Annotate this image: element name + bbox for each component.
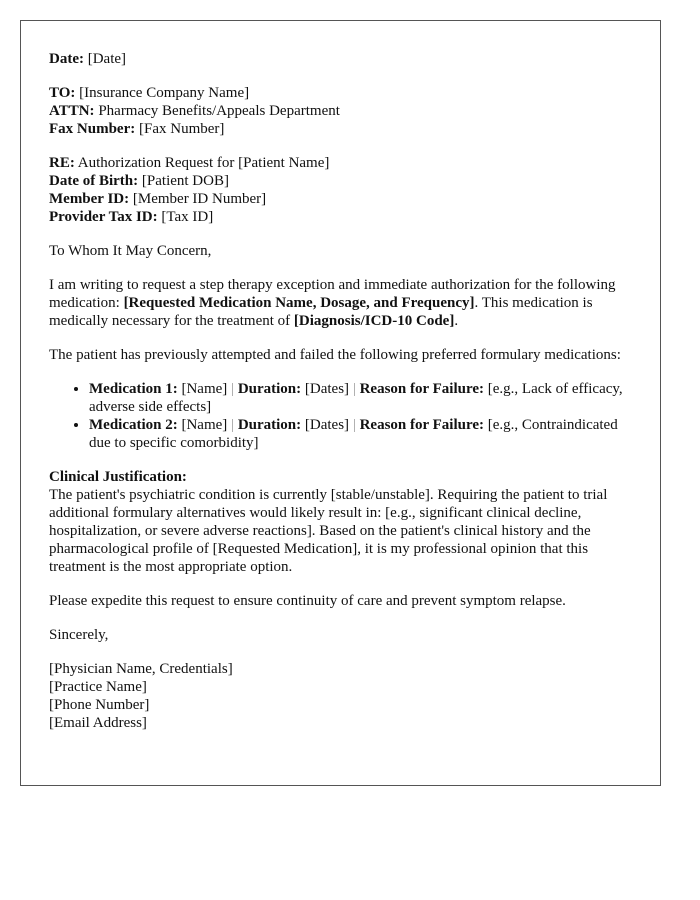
letter — [20, 20, 661, 786]
salutation: To Whom It May Concern, — [49, 243, 212, 259]
intro-paragraph: I am writing to request a step therapy exception and immediate authorization for the following medication: [Requested Medication Name, Dosage, and Frequency]. This medication is medically necessary for the treatment of [Diagnosis/ICD-10 Code]. — [49, 277, 616, 329]
re-block: RE: Authorization Request for [Patient Name] Date of Birth: [Patient DOB] Member ID: [Member ID Number] Provider Tax ID: [Tax ID] — [49, 155, 330, 225]
recipient-block: TO: [Insurance Company Name] ATTN: Pharmacy Benefits/Appeals Department Fax Number: [Fax Number] — [49, 85, 340, 137]
clinical-justification: Clinical Justification: The patient's psychiatric condition is currently [stable/unstable]. Requiring the patient to trial additional formulary alternatives would likely result in: [e.g., significant clinical decline, hospitalization, or severe adverse reactions]. Based on the patient's clinical history and the pharmacological profile of [Requested Medication], it is my professional opinion that this treatment is the most appropriate option. — [49, 469, 608, 575]
closing-request: Please expedite this request to ensure continuity of care and prevent symptom relapse. — [49, 593, 566, 609]
medication-list — [49, 380, 632, 452]
list-item: • Medication 2: [Name] | Duration: [Dates] | Reason for Failure: [e.g., Contraindicated due to specific comorbidity] — [89, 416, 632, 452]
failed-intro: The patient has previously attempted and failed the following preferred formulary medications: — [49, 347, 621, 363]
signoff: Sincerely, — [49, 627, 109, 643]
signature-block: [Physician Name, Credentials] [Practice Name] [Phone Number] [Email Address] — [49, 661, 233, 731]
list-item: • Medication 1: [Name] | Duration: [Dates] | Reason for Failure: [e.g., Lack of efficacy, adverse side effects] — [89, 380, 632, 416]
date-line: Date: [Date] — [49, 51, 127, 67]
